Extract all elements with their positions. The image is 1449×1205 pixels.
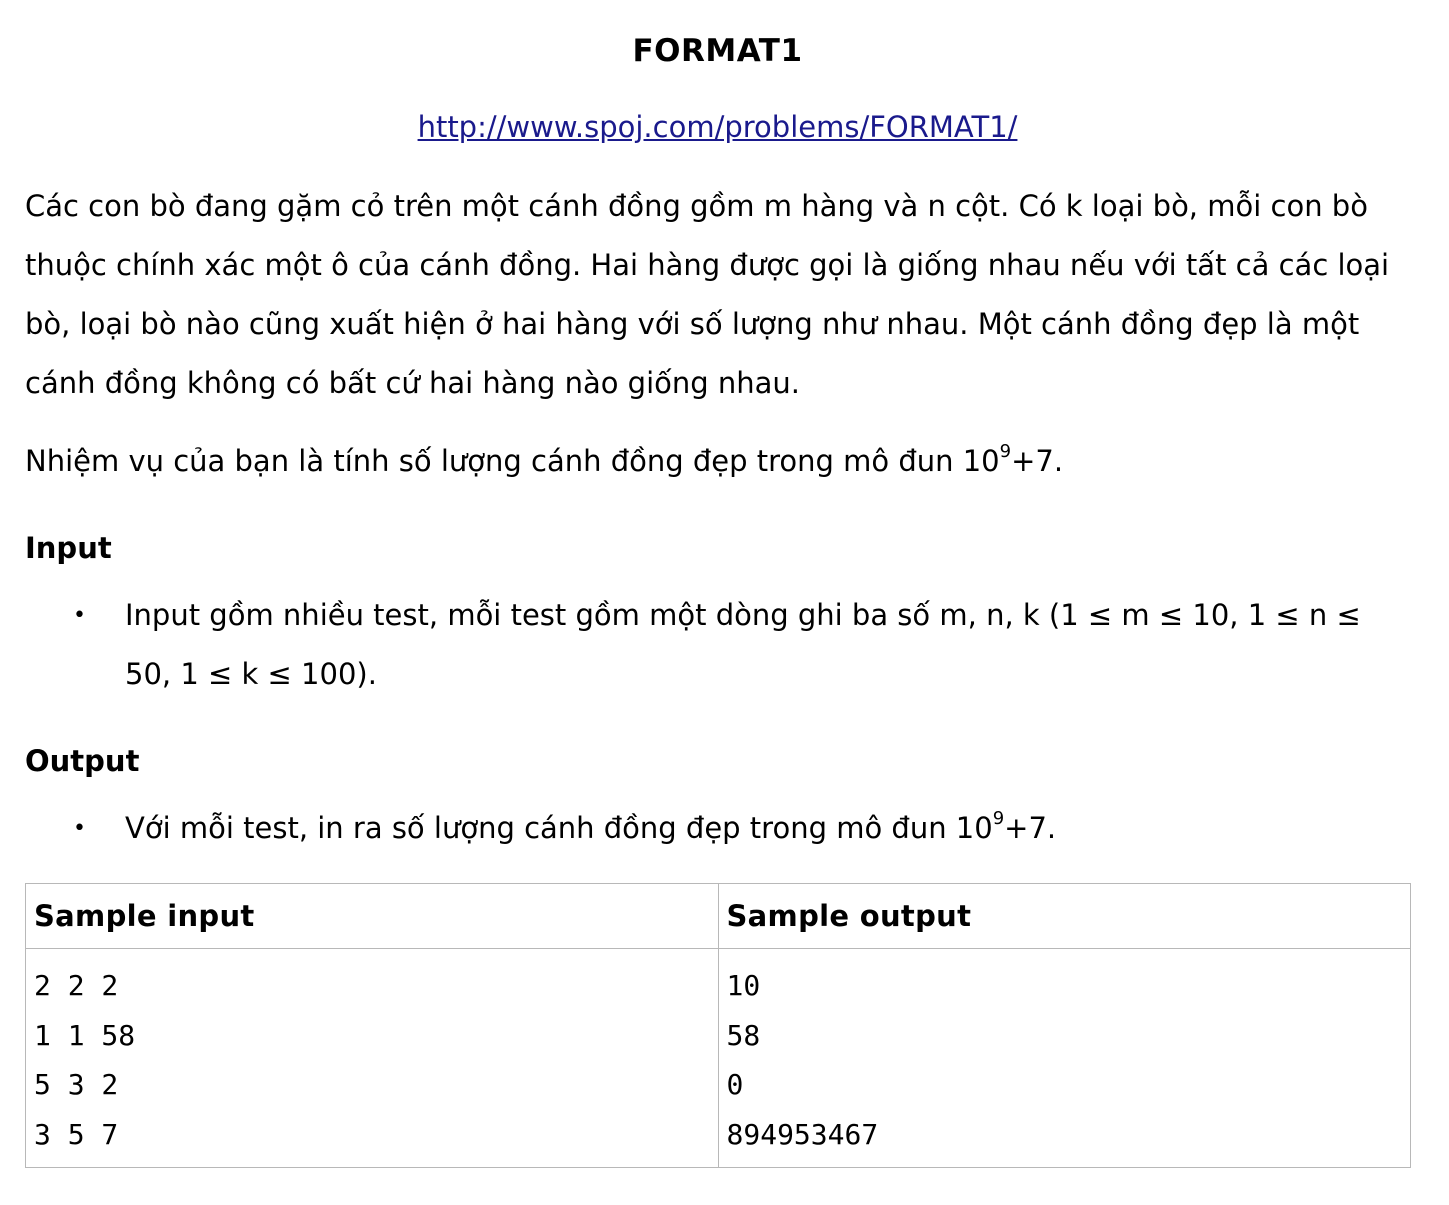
input-list [25, 586, 1410, 704]
sample-input-line: 3 5 7 [34, 1117, 119, 1151]
sample-output-cell [718, 949, 1411, 1168]
output-list [25, 799, 1410, 858]
bullet-icon: • [73, 816, 86, 841]
problem-statement: Các con bò đang gặm cỏ trên một cánh đồng gồm m hàng và n cột. Có k loại bò, mỗi con bò thuộc chính xác một ô của cánh đồng. Hai hàng được gọi là giống nhau nếu với tất cả các loại bò, loại bò nào cũng xuất hiện ở hai hàng với số lượng như nhau. Một cánh đồng đẹp là một cánh đồng không có bất cứ hai hàng nào giống nhau. [25, 189, 1390, 400]
sample-table [25, 883, 1411, 1168]
output-description [125, 808, 1057, 845]
task-text: Nhiệm vụ của bạn là tính số lượng cánh đồng đẹp trong mô đun 10 [25, 444, 1000, 478]
output-list-item [73, 799, 1410, 858]
problem-title: FORMAT1 [632, 33, 803, 69]
sample-header-row [26, 884, 1411, 949]
task-exponent: 9 [999, 441, 1012, 462]
output-text: Với mỗi test, in ra số lượng cánh đồng đẹp trong mô đun 10 [125, 811, 993, 845]
input-description: Input gồm nhiều test, mỗi test gồm một dòng ghi ba số m, n, k (1 ≤ m ≤ 10, 1 ≤ n ≤ 50, 1 ≤ k ≤ 100). [125, 598, 1361, 691]
output-suffix: +7. [1004, 811, 1057, 845]
sample-output-line: 58 [726, 1018, 761, 1052]
task-statement [25, 432, 1410, 491]
problem-link-row [25, 107, 1410, 147]
sample-input-line: 1 1 58 [34, 1018, 136, 1052]
sample-output-line: 894953467 [726, 1117, 879, 1151]
bullet-icon: • [73, 603, 86, 628]
input-heading: Input [25, 531, 112, 565]
sample-data-row [26, 949, 1411, 1168]
sample-input-cell [26, 949, 719, 1168]
task-suffix: +7. [1011, 444, 1064, 478]
sample-output-line: 0 [726, 1068, 744, 1101]
output-exponent: 9 [992, 808, 1005, 829]
problem-source-link[interactable]: http://www.spoj.com/problems/FORMAT1/ [417, 110, 1018, 144]
sample-input-header: Sample input [26, 884, 719, 949]
sample-input-line: 5 3 2 [34, 1068, 119, 1101]
output-heading: Output [25, 744, 140, 778]
input-list-item [73, 586, 1410, 704]
sample-output-line: 10 [726, 969, 761, 1002]
sample-output-header: Sample output [718, 884, 1411, 949]
sample-input-line: 2 2 2 [34, 969, 119, 1002]
